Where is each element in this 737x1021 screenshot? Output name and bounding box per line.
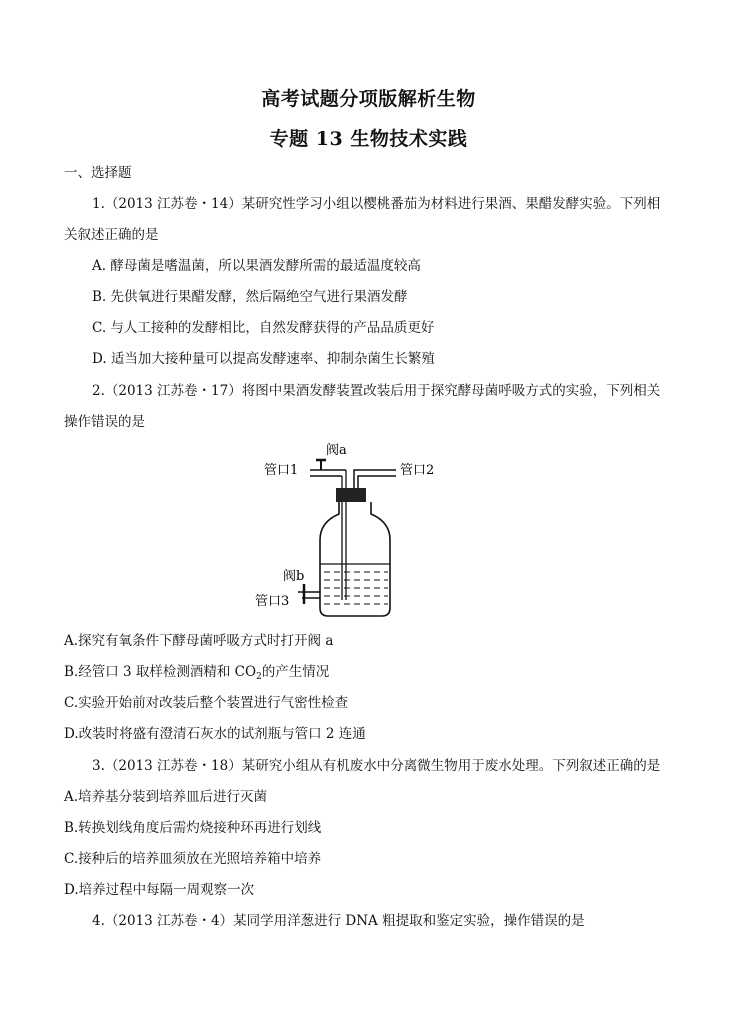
- q3-option-c: C.接种后的培养皿须放在光照培养箱中培养: [64, 851, 322, 867]
- document-title: 高考试题分项版解析生物: [261, 88, 476, 110]
- q1-option-a: A. 酵母菌是嗜温菌，所以果酒发酵所需的最适温度较高: [92, 258, 421, 274]
- q2-option-b-pre: B.经管口 3 取样检测酒精和 CO: [64, 664, 257, 680]
- q4-stem: 4.（2013 江苏卷・4）某同学用洋葱进行 DNA 粗提取和鉴定实验，操作错误的是: [92, 913, 585, 929]
- q1-stem-line1: 1.（2013 江苏卷・14）某研究性学习小组以樱桃番茄为材料进行果酒、果醋发酵实验。下列相: [92, 196, 661, 212]
- q1-stem-line2: 关叙述正确的是: [64, 227, 159, 243]
- q2-option-c: C.实验开始前对改装后整个装置进行气密性检查: [64, 695, 349, 711]
- section-heading: 一、选择题: [64, 165, 132, 181]
- q2-option-b-post: 的产生情况: [261, 664, 330, 680]
- q2-stem-line1: 2.（2013 江苏卷・17）将图中果酒发酵装置改装后用于探究酵母菌呼吸方式的实验，下列相关: [92, 383, 661, 399]
- apparatus-diagram: [250, 440, 480, 620]
- q2-stem-line2: 操作错误的是: [64, 414, 145, 430]
- q1-option-c: C. 与人工接种的发酵相比，自然发酵获得的产品品质更好: [92, 320, 435, 336]
- q3-option-d: D.培养过程中每隔一周观察一次: [64, 882, 255, 898]
- q2-option-b: [64, 663, 329, 686]
- q3-option-a: A.培养基分装到培养皿后进行灭菌: [64, 789, 268, 805]
- fermentation-apparatus-figure: [250, 440, 480, 620]
- document-subtitle: 专题 13 生物技术实践: [269, 128, 468, 150]
- q2-option-b-sub: 2: [256, 672, 262, 682]
- q1-option-d: D. 适当加大接种量可以提高发酵速率、抑制杂菌生长繁殖: [92, 351, 435, 367]
- q3-stem: 3.（2013 江苏卷・18）某研究小组从有机废水中分离微生物用于废水处理。下列叙述正确的是: [92, 758, 661, 774]
- port2-label: 管口2: [400, 463, 435, 478]
- q2-option-d: D.改装时将盛有澄清石灰水的试剂瓶与管口 2 连通: [64, 726, 366, 742]
- valve-b-label: 阀b: [283, 569, 305, 584]
- q1-option-b: B. 先供氧进行果醋发酵，然后隔绝空气进行果酒发酵: [92, 289, 408, 305]
- valve-a-label: 阀a: [326, 443, 347, 458]
- q3-option-b: B.转换划线角度后需灼烧接种环再进行划线: [64, 820, 322, 836]
- port3-label: 管口3: [255, 594, 290, 609]
- q2-option-a: A.探究有氧条件下酵母菌呼吸方式时打开阀 a: [64, 633, 334, 649]
- port1-label: 管口1: [264, 463, 299, 478]
